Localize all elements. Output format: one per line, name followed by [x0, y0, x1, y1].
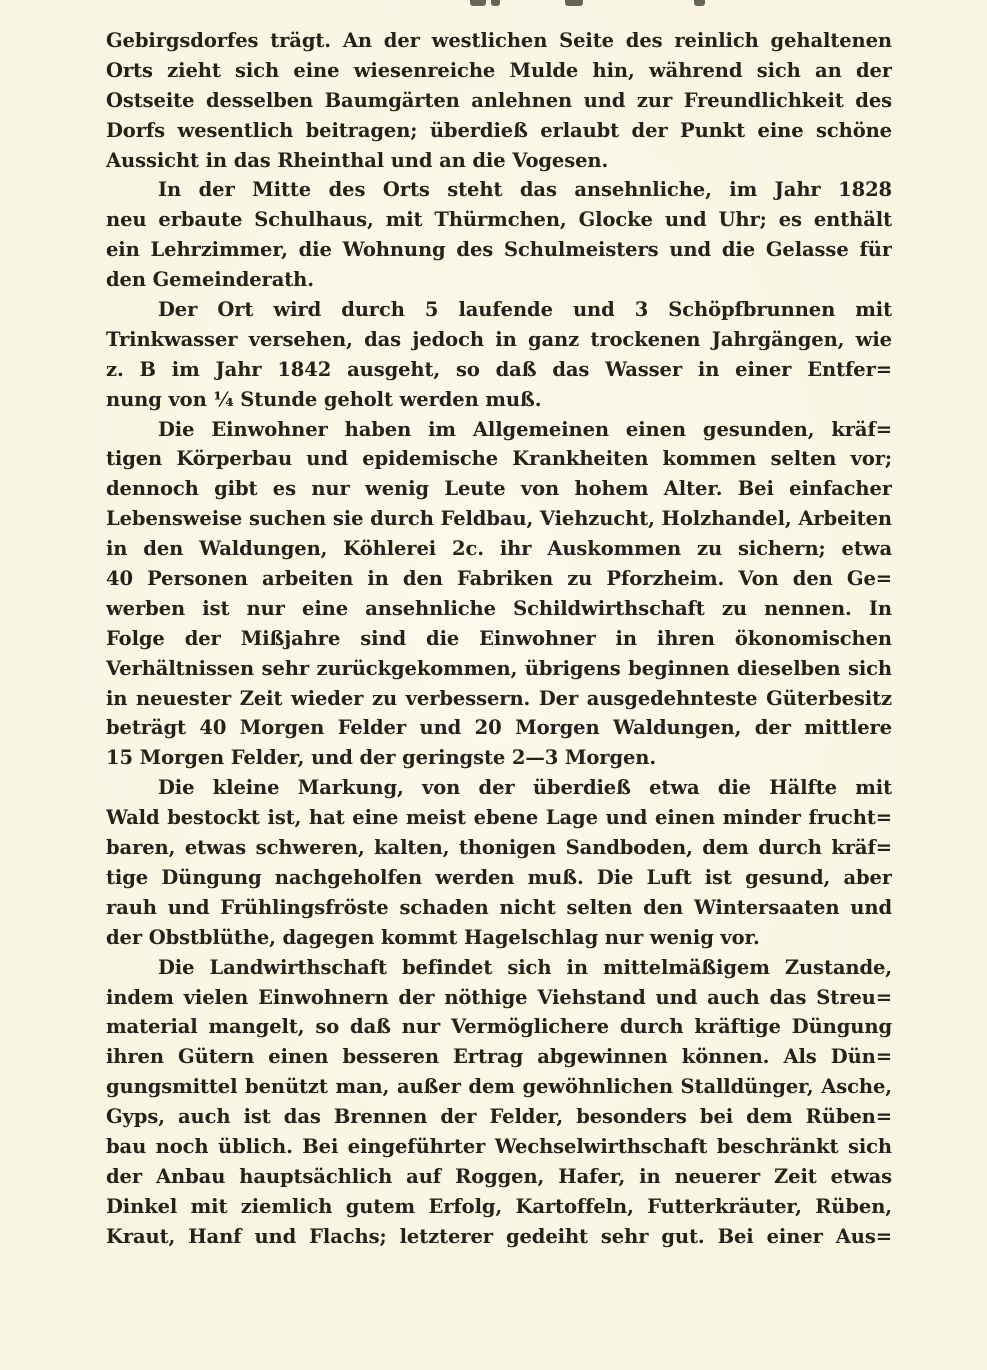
text-line: Die kleine Markung, von der überdieß etwa die Hälfte mit [158, 776, 892, 800]
text-line: werben ist nur eine ansehnliche Schildwirthschaft zu nennen. In [106, 596, 892, 620]
text-line: Gebirgsdorfes trägt. An der westlichen Seite des reinlich gehaltenen [106, 29, 892, 52]
text-line: Gyps, auch ist das Brennen der Felder, besonders bei dem Rüben= [106, 1105, 892, 1129]
text-line: bau noch üblich. Bei eingeführter Wechselwirthschaft beschränkt sich [106, 1134, 892, 1158]
text-line: neu erbaute Schulhaus, mit Thürmchen, Glocke und Uhr; es enthält [106, 208, 892, 232]
cropped-header-glyph-remnant [470, 0, 486, 6]
text-line: Ostseite desselben Baumgärten anlehnen und zur Freundlichkeit des [106, 88, 892, 112]
text-line: tigen Körperbau und epidemische Krankheiten kommen selten vor; [106, 447, 892, 471]
text-line: ein Lehrzimmer, die Wohnung des Schulmeisters und die Gelasse für [106, 238, 892, 262]
text-line: den Gemeinderath. [106, 268, 314, 292]
text-line: 40 Personen arbeiten in den Fabriken zu Pforzheim. Von den Ge= [106, 567, 892, 591]
cropped-header-glyph-remnant [491, 0, 500, 6]
text-line: Aussicht in das Rheinthal und an die Vogesen. [106, 148, 609, 172]
paragraph-4 [106, 415, 892, 774]
text-block [106, 26, 892, 1252]
text-line: dennoch gibt es nur wenig Leute von hohem Alter. Bei einfacher [106, 477, 892, 501]
text-line: rauh und Frühlingsfröste schaden nicht selten den Wintersaaten und [106, 895, 892, 919]
text-line: material mangelt, so daß nur Vermöglichere durch kräftige Düngung [106, 1015, 892, 1039]
text-line: ihren Gütern einen besseren Ertrag abgewinnen können. Als Dün= [106, 1045, 892, 1069]
text-line: Die Einwohner haben im Allgemeinen einen gesunden, kräf= [158, 417, 892, 441]
text-line: Trinkwasser versehen, das jedoch in ganz trockenen Jahrgängen, wie [106, 327, 892, 351]
text-line: in neuester Zeit wieder zu verbessern. Der ausgedehnteste Güterbesitz [106, 686, 892, 710]
text-line: Verhältnissen sehr zurückgekommen, übrigens beginnen dieselben sich [106, 656, 892, 680]
text-line: der Obstblüthe, dagegen kommt Hagelschlag nur wenig vor. [106, 925, 760, 949]
text-line: in den Waldungen, Köhlerei 2c. ihr Auskommen zu sichern; etwa [106, 537, 892, 561]
cropped-header-glyph-remnant [565, 0, 583, 6]
text-line: Lebensweise suchen sie durch Feldbau, Viehzucht, Holzhandel, Arbeiten [106, 507, 892, 531]
text-line: Dorfs wesentlich beitragen; überdieß erlaubt der Punkt eine schöne [106, 118, 892, 142]
text-line: nung von ¼ Stunde geholt werden muß. [106, 387, 542, 411]
text-line: Dinkel mit ziemlich gutem Erfolg, Kartoffeln, Futterkräuter, Rüben, [106, 1194, 892, 1218]
text-line: Wald bestockt ist, hat eine meist ebene Lage und einen minder frucht= [106, 806, 892, 830]
text-line: In der Mitte des Orts steht das ansehnliche, im Jahr 1828 [158, 178, 892, 202]
paragraph-5 [106, 773, 892, 952]
text-line: Die Landwirthschaft befindet sich in mittelmäßigem Zustande, [158, 955, 892, 979]
text-line: gungsmittel benützt man, außer dem gewöhnlichen Stalldünger, Asche, [106, 1075, 892, 1099]
paragraph-6 [106, 953, 892, 1252]
text-line: baren, etwas schweren, kalten, thonigen Sandboden, dem durch kräf= [106, 836, 892, 860]
cropped-header-glyph-remnant [694, 0, 705, 6]
text-line: 15 Morgen Felder, und der geringste 2—3 Morgen. [106, 746, 657, 770]
text-line: indem vielen Einwohnern der nöthige Viehstand und auch das Streu= [106, 985, 892, 1009]
text-line: der Anbau hauptsächlich auf Roggen, Hafer, in neuerer Zeit etwas [106, 1164, 892, 1188]
text-line: Der Ort wird durch 5 laufende und 3 Schöpfbrunnen mit [158, 298, 892, 322]
text-line: z. B im Jahr 1842 ausgeht, so daß das Wasser in einer Entfer= [106, 357, 892, 381]
text-line: tige Düngung nachgeholfen werden muß. Die Luft ist gesund, aber [106, 865, 892, 889]
text-line: Kraut, Hanf und Flachs; letzterer gedeiht sehr gut. Bei einer Aus= [106, 1224, 892, 1248]
paragraph-3 [106, 295, 892, 415]
text-line: Folge der Mißjahre sind die Einwohner in ihren ökonomischen [106, 626, 892, 650]
text-line: Orts zieht sich eine wiesenreiche Mulde hin, während sich an der [106, 58, 892, 82]
paragraph-2 [106, 175, 892, 295]
paragraph-1 [106, 26, 892, 175]
text-line: beträgt 40 Morgen Felder und 20 Morgen Waldungen, der mittlere [106, 716, 892, 740]
